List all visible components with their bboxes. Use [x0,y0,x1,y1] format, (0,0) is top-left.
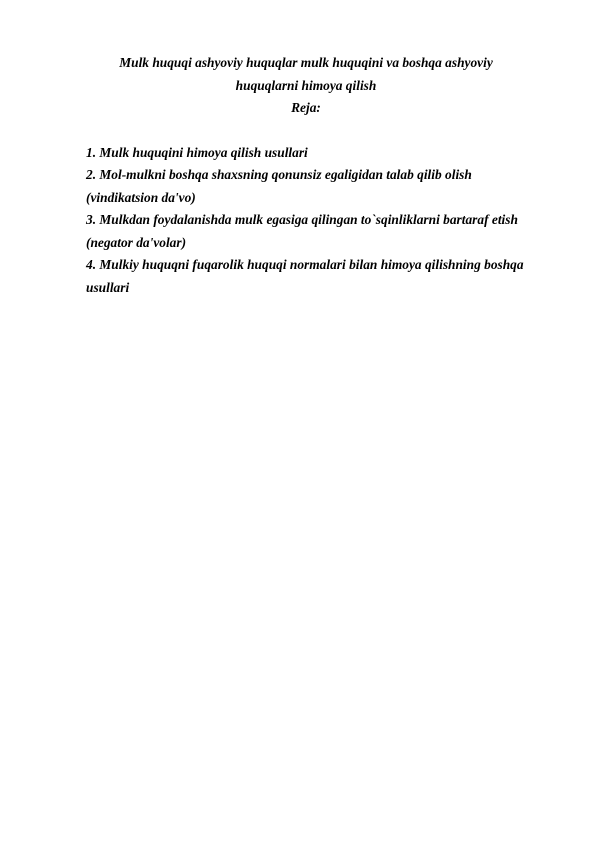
plan-item-1: 1. Mulk huquqini himoya qilish usullari [86,144,308,160]
plan-heading: Reja: [291,100,321,115]
document-title-line-1: Mulk huquqi ashyoviy huquqlar mulk huquqini va boshqa ashyoviy [119,55,493,70]
document-title-line-2: huquqlarni himoya qilish [235,77,377,93]
plan-item-4: 4. Mulkiy huquqni fuqarolik huquqi normalari bilan himoya qilishning boshqa usullari [86,257,524,295]
plan-item-2: 2. Mol-mulkni boshqa shaxsning qonunsiz egaligidan talab qilib olish (vindikatsion da'vo) [86,167,472,205]
document-title [86,52,526,97]
plan-item-3: 3. Mulkdan foydalanishda mulk egasiga qilingan to`sqinliklarni bartaraf etish (negator da'volar) [86,212,518,250]
document-content [86,52,526,299]
plan-list [86,142,526,300]
